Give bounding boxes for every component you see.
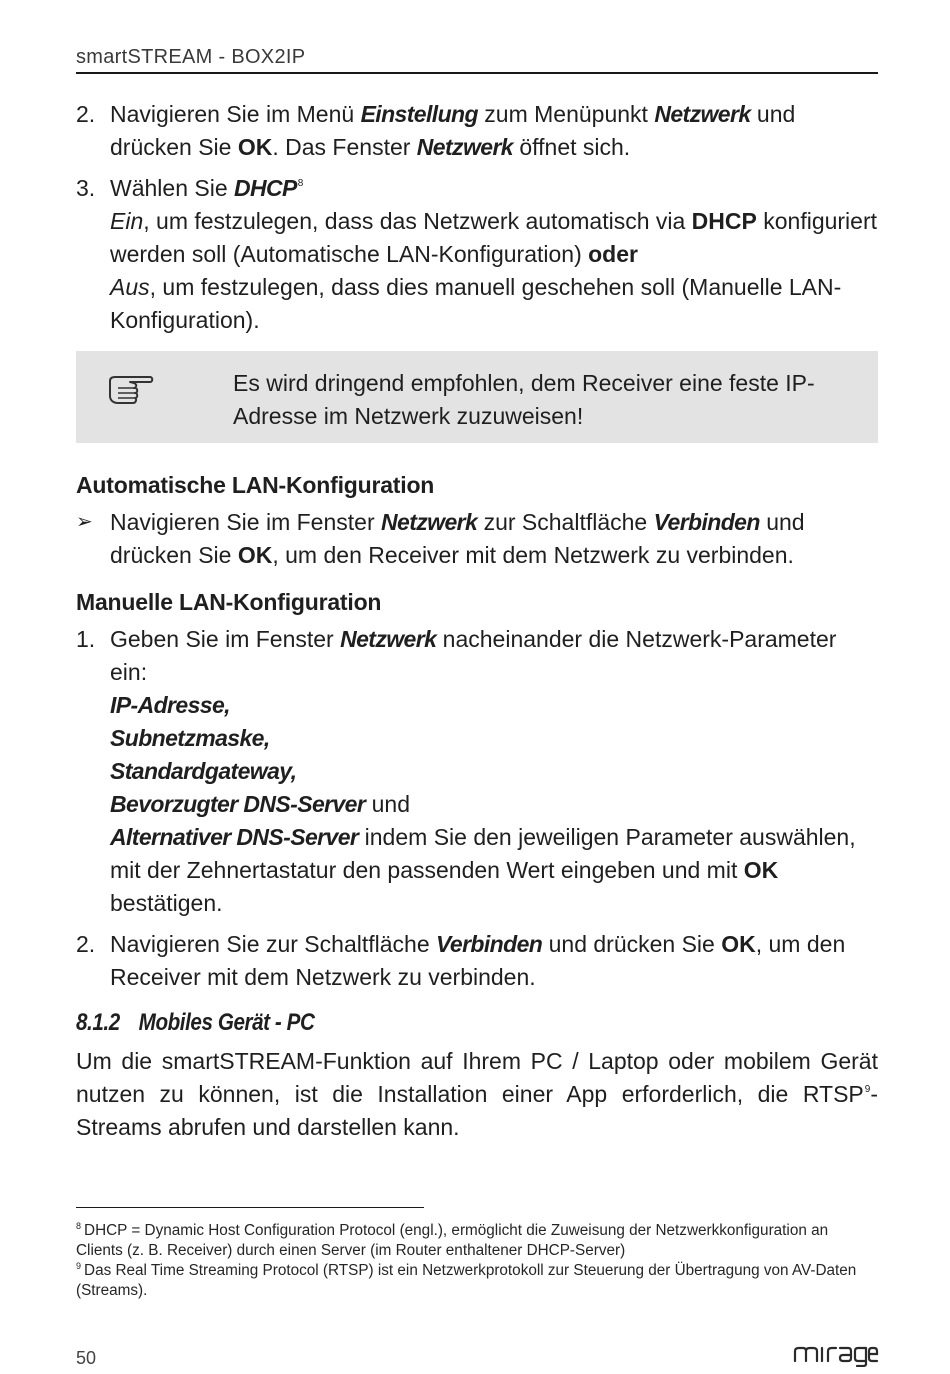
- section-number: 8.1.2: [76, 1009, 120, 1036]
- page-header: [76, 46, 878, 74]
- text: und: [365, 791, 410, 817]
- param-subnet: Subnetzmaske,: [110, 725, 270, 751]
- ok-key: OK: [237, 134, 273, 160]
- footnote-text: DHCP = Dynamic Host Configuration Protocol (engl.), ermöglicht die Zuweisung der Netzwerkkonfiguration an Clients (z. B. Receiver) durch einen Server (im Router enthaltener DHCP-Server): [76, 1222, 829, 1259]
- text: bestätigen.: [110, 890, 223, 916]
- text: Navigieren Sie zur Schaltfläche: [110, 931, 436, 957]
- page-number: 50: [76, 1348, 97, 1368]
- text: Navigieren Sie im Menü: [110, 101, 361, 127]
- value-aus: Aus: [110, 274, 150, 300]
- footnote-8: [76, 1221, 878, 1261]
- text: konfiguriert werden soll (Automatische LAN-Konfiguration): [110, 208, 878, 267]
- footnote-divider: [76, 1207, 424, 1208]
- option-dhcp: DHCP: [234, 175, 297, 201]
- footnote-text: Das Real Time Streaming Protocol (RTSP) ist ein Netzwerkprotokoll zur Steuerung der Übertragung von AV-Daten (Streams).: [76, 1262, 857, 1299]
- manual-step-2: [76, 928, 878, 994]
- text: öffnet sich.: [512, 134, 631, 160]
- main-content: [76, 98, 878, 1144]
- text: Geben Sie im Fenster: [110, 626, 341, 652]
- text: , um festzulegen, dass dies manuell geschehen soll (Manuelle LAN-Konfiguration).: [110, 274, 842, 333]
- menu-einstellung: Einstellung: [360, 101, 478, 127]
- menu-item-netzwerk: Netzwerk: [654, 101, 751, 127]
- section-title: Mobiles Gerät - PC: [138, 1009, 315, 1036]
- bullet-item: [76, 506, 878, 572]
- step-2: [76, 98, 878, 164]
- text: zur Schaltfläche: [477, 509, 654, 535]
- button-verbinden: Verbinden: [436, 931, 543, 957]
- text: Wählen Sie: [110, 175, 235, 201]
- text: und drücken Sie: [110, 101, 796, 160]
- step-number: 3.: [76, 175, 96, 201]
- footnote-ref: 8: [297, 178, 304, 189]
- text: Um die smartSTREAM-Funktion auf Ihrem PC / Laptop oder mobilem Gerät nutzen zu können, ist die Installation einer App erforderlich, die RTSP: [76, 1048, 878, 1107]
- text: -Streams abrufen und darstellen kann.: [76, 1081, 878, 1140]
- step-number: 2.: [76, 101, 96, 127]
- mirage-logo: [793, 1341, 879, 1367]
- subheading-auto: Automatische LAN-Konfiguration: [76, 472, 435, 498]
- text: nacheinander die Netzwerk-Parameter ein:: [110, 626, 837, 685]
- ok-key: OK: [721, 931, 756, 957]
- dhcp-term: DHCP: [691, 208, 757, 234]
- hint-text: Es wird dringend empfohlen, dem Receiver eine feste IP-Adresse im Netzwerk zuzuweisen!: [233, 370, 815, 429]
- button-verbinden: Verbinden: [653, 509, 760, 535]
- section-heading: [76, 1006, 766, 1039]
- step-number: 1.: [76, 626, 96, 652]
- param-gateway: Standardgateway,: [110, 758, 297, 784]
- text: , um festzulegen, dass das Netzwerk automatisch via: [143, 208, 692, 234]
- footnote-number: 9: [76, 1261, 82, 1271]
- text: . Das Fenster: [272, 134, 417, 160]
- subheading-manual: Manuelle LAN-Konfiguration: [76, 589, 382, 615]
- header-title: smartSTREAM - BOX2IP: [76, 46, 306, 68]
- footnote-number: 8: [76, 1221, 82, 1231]
- text: indem Sie den jeweiligen Parameter auswählen, mit der Zehnertastatur den passenden Wert eingeben und mit: [110, 824, 856, 883]
- text: Navigieren Sie im Fenster: [110, 509, 381, 535]
- step-3: [76, 172, 878, 337]
- text: und drücken Sie: [110, 509, 805, 568]
- text: , um den Receiver mit dem Netzwerk zu verbinden.: [110, 931, 846, 990]
- window-netzwerk: Netzwerk: [416, 134, 513, 160]
- ok-key: OK: [743, 857, 779, 883]
- param-dns-alternative: Alternativer DNS-Server: [110, 824, 359, 850]
- footnotes: [76, 1221, 878, 1301]
- text: und drücken Sie: [542, 931, 722, 957]
- ok-key: OK: [237, 542, 273, 568]
- section-paragraph: [76, 1045, 878, 1144]
- oder-term: oder: [588, 241, 638, 267]
- text: , um den Receiver mit dem Netzwerk zu verbinden.: [272, 542, 794, 568]
- window-netzwerk: Netzwerk: [381, 509, 478, 535]
- hint-box: [76, 351, 878, 443]
- value-ein: Ein: [110, 208, 144, 234]
- arrowhead-bullet-icon: ➢: [76, 511, 93, 533]
- footnote-9: [76, 1261, 878, 1301]
- param-dns-preferred: Bevorzugter DNS-Server: [110, 791, 366, 817]
- text: zum Menüpunkt: [477, 101, 655, 127]
- footnote-ref: 9: [864, 1084, 871, 1095]
- window-netzwerk: Netzwerk: [340, 626, 437, 652]
- manual-step-1: [76, 623, 878, 920]
- param-ip-address: IP-Adresse,: [110, 692, 230, 718]
- pointing-hand-icon: [106, 373, 156, 407]
- step-number: 2.: [76, 931, 96, 957]
